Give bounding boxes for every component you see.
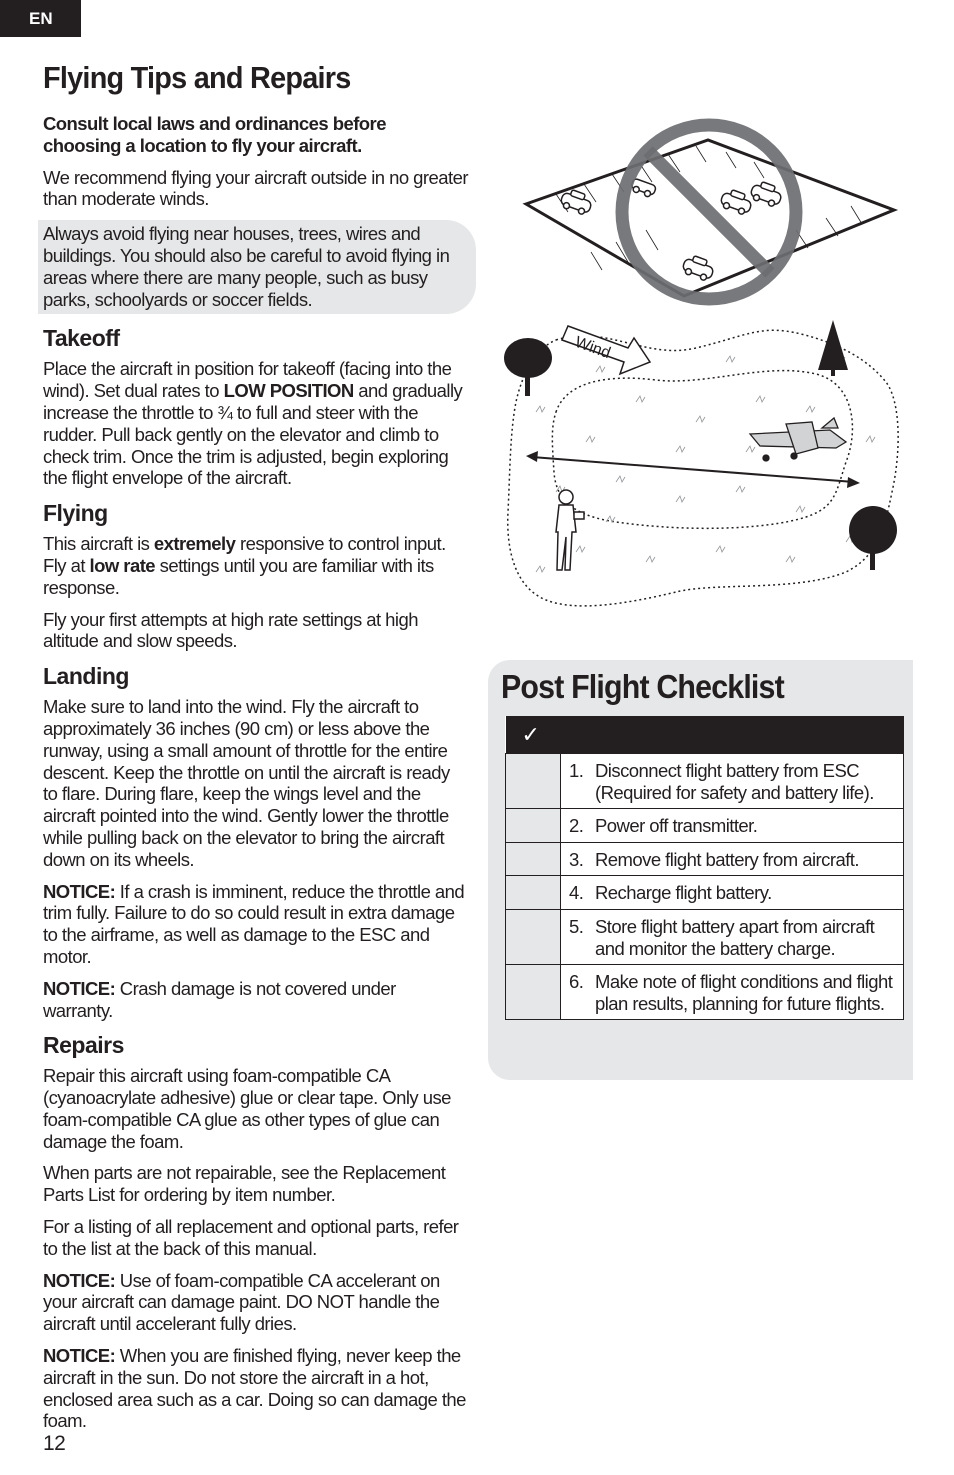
takeoff-paragraph: Place the aircraft in position for takeoff (facing into the wind). Set dual rates to LOW POSITION and gradually increase the throttle to ¾ to full and steer with the rudder. Pull back gently on the elevator and climb to check trim. Once the trim is adjusted, begin exploring the flight envelope of the aircraft. — [43, 358, 463, 489]
post-flight-checklist-panel — [488, 660, 913, 1080]
wind-label: Wind — [572, 333, 613, 363]
takeoff-heading: Takeoff — [43, 325, 120, 352]
repairs-paragraph-3: For a listing of all replacement and optional parts, refer to the list at the back of this manual. — [43, 1216, 459, 1259]
item-text: Power off transmitter. — [595, 815, 758, 837]
landing-notice-1: NOTICE: If a crash is imminent, reduce the throttle and trim fully. Failure to do so could result in extra damage to the airframe, as well as damage to the ESC and motor. — [43, 880, 465, 967]
repairs-paragraph-1: Repair this aircraft using foam-compatible CA (cyanoacrylate adhesive) glue or clear tape. Only use foam-compatible CA glue as other types of glue can damage the foam. — [43, 1065, 451, 1152]
item-number: 4. — [569, 882, 584, 904]
item-number: 1. — [569, 760, 584, 781]
checkmark-icon: ✓ — [506, 716, 904, 754]
item-text: Recharge flight battery. — [595, 882, 772, 904]
item-number: 6. — [569, 971, 584, 993]
flying-paragraph-1: This aircraft is extremely responsive to control input. Fly at low rate settings until you are familiar with its response. — [43, 533, 446, 598]
checkbox-cell[interactable] — [506, 809, 561, 843]
page-number: 12 — [43, 1432, 66, 1455]
checkbox-cell[interactable] — [506, 876, 561, 910]
flying-heading: Flying — [43, 500, 108, 527]
checklist-title: Post Flight Checklist — [501, 668, 784, 705]
item-text: Make note of flight conditions and flight plan results, planning for future flights. — [595, 971, 893, 1014]
language-tab: EN — [0, 0, 81, 37]
checklist-row — [506, 754, 904, 809]
item-text: Disconnect flight battery from ESC (Required for safety and battery life). — [595, 760, 874, 803]
main-text-column — [43, 113, 468, 1442]
item-number: 2. — [569, 815, 584, 837]
checklist-row — [506, 842, 904, 876]
page-title: Flying Tips and Repairs — [43, 60, 351, 95]
intro-lead: Consult local laws and ordinances before choosing a location to fly your aircraft. — [43, 113, 386, 156]
flying-field-illustration — [496, 112, 908, 617]
repairs-notice-4: NOTICE: When you are finished flying, never keep the aircraft in the sun. Do not store the aircraft in a hot, enclosed area such as a car. Doing so can damage the foam. — [43, 1345, 466, 1432]
checklist-row — [506, 909, 904, 964]
landing-notice-2: NOTICE: Crash damage is not covered under warranty. — [43, 977, 396, 1021]
checklist-header-row — [506, 716, 904, 754]
repairs-notice-3: NOTICE: Use of foam-compatible CA accelerant on your aircraft can damage paint. DO NOT handle the aircraft until accelerant fully dries. — [43, 1269, 440, 1335]
item-text: Remove flight battery from aircraft. — [595, 848, 859, 870]
checkbox-cell[interactable] — [506, 965, 561, 1020]
checkbox-cell[interactable] — [506, 754, 561, 809]
checklist-row — [506, 965, 904, 1020]
landing-paragraph: Make sure to land into the wind. Fly the aircraft to approximately 36 inches (90 cm) or less above the runway, using a small amount of throttle for the entire descent. Keep the throttle on until the aircraft is ready to flare. During flare, keep the wings level and the aircraft pointed into the wind. Gently lower the throttle while pulling back on the elevator to bring the aircraft down on its wheels. — [43, 696, 450, 870]
flying-paragraph-2: Fly your first attempts at high rate settings at high altitude and slow speeds. — [43, 608, 418, 652]
checkbox-cell[interactable] — [506, 909, 561, 964]
item-text: Store flight battery apart from aircraft and monitor the battery charge. — [595, 915, 875, 959]
checklist-row — [506, 876, 904, 910]
checklist-table — [505, 716, 904, 1020]
landing-heading: Landing — [43, 663, 129, 690]
intro-paragraph-1: We recommend flying your aircraft outside in no greater than moderate winds. — [43, 166, 468, 210]
item-number: 5. — [569, 915, 584, 937]
intro-shaded-paragraph: Always avoid flying near houses, trees, wires and buildings. You should also be careful to avoid flying in areas where there are many people, such as busy parks, schoolyards or soccer fields. — [38, 220, 476, 314]
item-number: 3. — [569, 848, 584, 870]
repairs-paragraph-2: When parts are not repairable, see the Replacement Parts List for ordering by item number. — [43, 1162, 446, 1206]
checklist-row — [506, 809, 904, 843]
checkbox-cell[interactable] — [506, 842, 561, 876]
repairs-heading: Repairs — [43, 1032, 124, 1059]
